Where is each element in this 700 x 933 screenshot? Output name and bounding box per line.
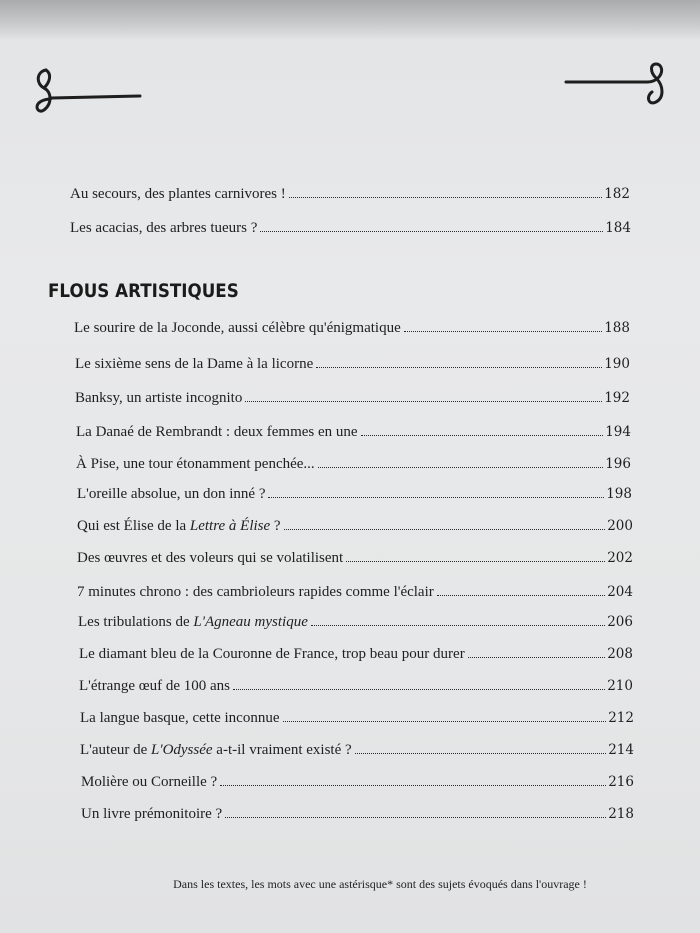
toc-entry-page: 208 (607, 646, 633, 662)
toc-entry (77, 550, 633, 567)
toc-entry-title: Molière ou Corneille ? (81, 774, 218, 790)
toc-entry-page: 198 (606, 486, 632, 502)
toc-entry-title: Le sixième sens de la Dame à la licorne (75, 356, 314, 372)
toc-entry-title (80, 742, 352, 759)
dotted-leader (289, 197, 602, 198)
toc-entry (79, 678, 633, 695)
toc-entry (79, 646, 633, 663)
dotted-leader (284, 529, 606, 530)
toc-entry-page: 216 (608, 774, 634, 790)
toc-entry (81, 774, 634, 791)
toc-entry (75, 390, 630, 407)
toc-entry-title: Le sourire de la Joconde, aussi célèbre qu'énigmatique (74, 320, 401, 336)
dotted-leader (311, 625, 605, 626)
toc-entry (70, 220, 631, 237)
dotted-leader (404, 331, 602, 332)
toc-entry-title-part: a-t-il vraiment existé ? (212, 742, 352, 758)
toc-entry (76, 424, 631, 441)
toc-entry-page: 212 (608, 710, 634, 726)
dotted-leader (233, 689, 605, 690)
toc-entry (80, 742, 634, 759)
section-heading: FLOUS ARTISTIQUES (48, 280, 239, 302)
dotted-leader (361, 435, 604, 436)
toc-entry (77, 584, 633, 601)
toc-entry-page: 200 (607, 518, 633, 534)
toc-entry-title: L'étrange œuf de 100 ans (79, 678, 230, 694)
toc-entry-title: Un livre prémonitoire ? (81, 806, 223, 822)
toc-entry-page: 214 (608, 742, 634, 758)
toc-entry-title: Au secours, des plantes carnivores ! (70, 186, 286, 202)
toc-entry-page: 192 (604, 390, 630, 406)
dotted-leader (437, 595, 605, 596)
dotted-leader (346, 561, 605, 562)
toc-entry-page: 204 (607, 584, 633, 600)
page-top-shadow (0, 0, 700, 40)
toc-entry (76, 456, 631, 473)
left-ornament-icon (28, 66, 148, 122)
right-ornament-icon (560, 60, 680, 116)
toc-entry-title: L'oreille absolue, un don inné ? (77, 486, 266, 502)
toc-entry (75, 356, 630, 373)
toc-entry-title: 7 minutes chrono : des cambrioleurs rapides comme l'éclair (77, 584, 434, 600)
toc-entry-title-part: ? (270, 518, 281, 534)
toc-entry-title-italic: Lettre à Élise (189, 518, 271, 534)
toc-entry-title: À Pise, une tour étonamment penchée... (76, 456, 315, 472)
toc-entry-title (77, 518, 281, 535)
toc-entry-title: Des œuvres et des voleurs qui se volatilisent (77, 550, 344, 566)
toc-entry (77, 518, 633, 535)
dotted-leader (283, 721, 607, 722)
dotted-leader (316, 367, 602, 368)
dotted-leader (318, 467, 604, 468)
toc-entry-title: La langue basque, cette inconnue (80, 710, 280, 726)
toc-entry-title (78, 614, 308, 631)
toc-entry-page: 210 (607, 678, 633, 694)
dotted-leader (220, 785, 606, 786)
footnote: Dans les textes, les mots avec une astérisque* sont des sujets évoqués dans l'ouvrage ! (173, 877, 587, 891)
toc-entry-title: Banksy, un artiste incognito (75, 390, 243, 406)
toc-entry-title-part: Les tribulations de (78, 614, 194, 630)
dotted-leader (355, 753, 607, 754)
dotted-leader (225, 817, 606, 818)
toc-entry (77, 486, 632, 503)
dotted-leader (468, 657, 606, 658)
toc-entry-title: Le diamant bleu de la Couronne de France, trop beau pour durer (79, 646, 465, 662)
toc-entry (80, 710, 634, 727)
toc-entry-page: 196 (605, 456, 631, 472)
toc-entry-title: La Danaé de Rembrandt : deux femmes en une (76, 424, 358, 440)
toc-entry-title-part: L'auteur de (80, 742, 152, 758)
toc-entry (70, 186, 630, 203)
toc-entry-title-italic: L'Agneau mystique (193, 614, 308, 630)
toc-entry-title-part: Qui est Élise de la (77, 518, 190, 534)
toc-entry (78, 614, 633, 631)
toc-entry (74, 320, 630, 337)
dotted-leader (260, 231, 603, 232)
toc-entry-page: 202 (607, 550, 633, 566)
toc-entry-page: 184 (605, 220, 631, 236)
toc-entry-page: 218 (608, 806, 634, 822)
toc-entry-page: 190 (604, 356, 630, 372)
toc-entry (81, 806, 634, 823)
toc-entry-page: 206 (607, 614, 633, 630)
toc-entry-page: 194 (605, 424, 631, 440)
dotted-leader (245, 401, 602, 402)
toc-entry-title: Les acacias, des arbres tueurs ? (70, 220, 258, 236)
toc-entry-page: 188 (604, 320, 630, 336)
dotted-leader (268, 497, 604, 498)
toc-entry-title-italic: L'Odyssée (151, 742, 213, 758)
toc-entry-page: 182 (604, 186, 630, 202)
